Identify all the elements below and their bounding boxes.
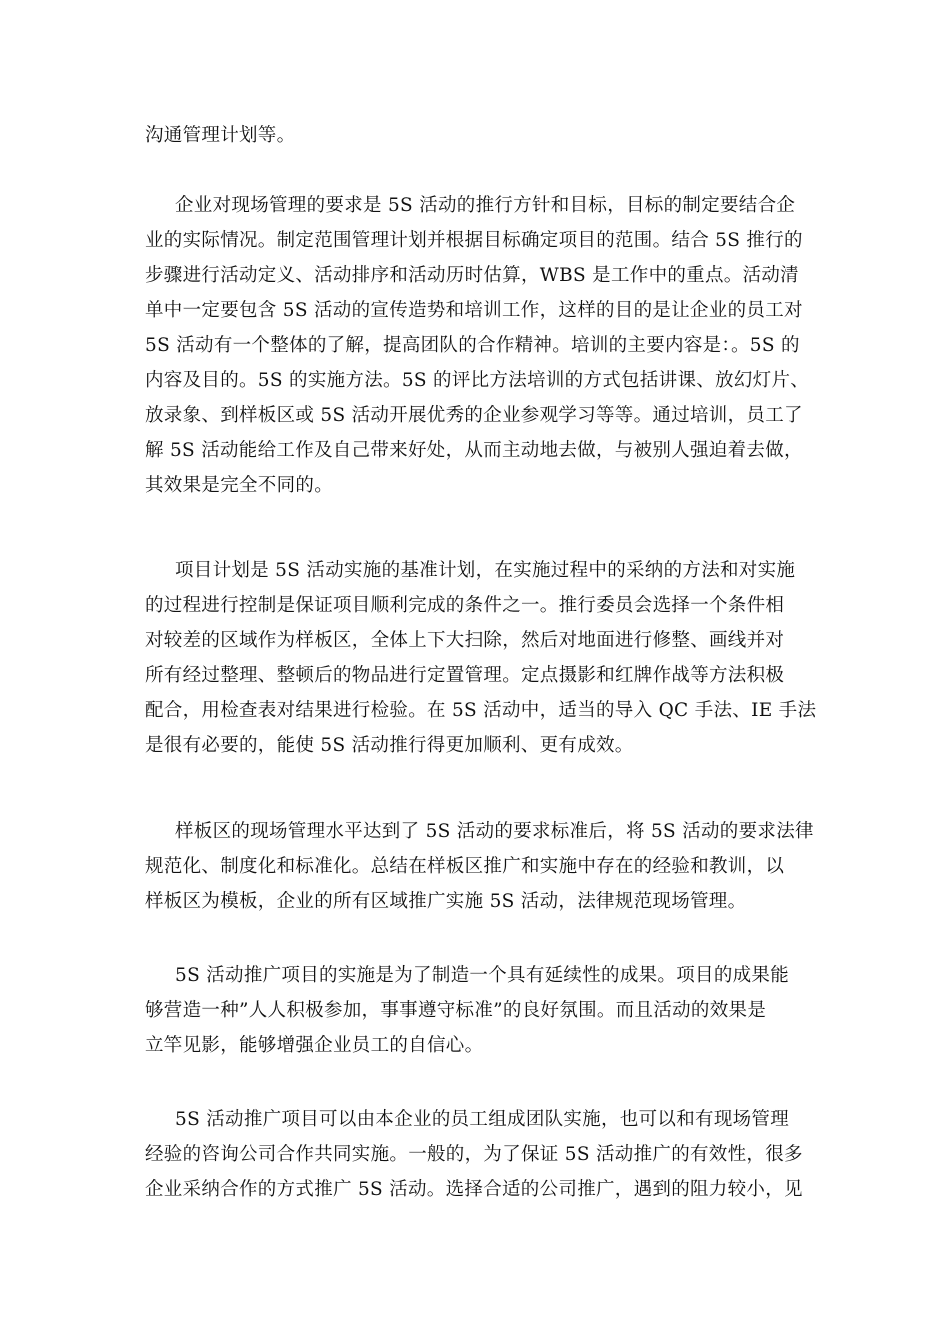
paragraph-1 — [145, 188, 810, 503]
text-line: 步骤进行活动定义、活动排序和活动历时估算，WBS 是工作中的重点。活动清 — [145, 265, 799, 286]
text-line: 立竿见影，能够增强企业员工的自信心。 — [145, 1035, 484, 1056]
text-line: 企业采纳合作的方式推广 5S 活动。选择合适的公司推广，遇到的阻力较小，见 — [145, 1179, 803, 1200]
text-line: 所有经过整理、整顿后的物品进行定置管理。定点摄影和红牌作战等方法积极 — [145, 665, 785, 686]
paragraph-5 — [145, 1102, 810, 1207]
text-line: 沟通管理计划等。 — [145, 125, 296, 146]
text-line: 5S 活动推广项目可以由本企业的员工组成团队实施，也可以和有现场管理 — [175, 1109, 790, 1130]
text-line: 样板区为模板，企业的所有区域推广实施 5S 活动，法律规范现场管理。 — [145, 891, 747, 912]
text-line: 规范化、制度化和标准化。总结在样板区推广和实施中存在的经验和教训，以 — [145, 856, 785, 877]
text-line: 企业对现场管理的要求是 5S 活动的推行方针和目标，目标的制定要结合企 — [175, 195, 796, 216]
text-line: 解 5S 活动能给工作及自己带来好处，从而主动地去做，与被别人强迫着去做， — [145, 440, 803, 461]
paragraph-2 — [145, 553, 817, 763]
text-line: 经验的咨询公司合作共同实施。一般的，为了保证 5S 活动推广的有效性，很多 — [145, 1144, 803, 1165]
text-line: 配合，用检查表对结果进行检验。在 5S 活动中，适当的导入 QC 手法、IE 手法 — [145, 700, 817, 721]
text-line: 够营造一种”人人积极参加，事事遵守标准”的良好氛围。而且活动的效果是 — [145, 1000, 767, 1021]
text-line: 对较差的区域作为样板区，全体上下大扫除，然后对地面进行修整、画线并对 — [145, 630, 785, 651]
text-line: 业的实际情况。制定范围管理计划并根据目标确定项目的范围。结合 5S 推行的 — [145, 230, 803, 251]
text-line: 项目计划是 5S 活动实施的基准计划，在实施过程中的采纳的方法和对实施 — [175, 560, 796, 581]
text-line: 其效果是完全不同的。 — [145, 475, 334, 496]
paragraph-3 — [145, 814, 814, 919]
text-line: 样板区的现场管理水平达到了 5S 活动的要求标准后，将 5S 活动的要求法律 — [175, 821, 814, 842]
text-line: 5S 活动推广项目的实施是为了制造一个具有延续性的成果。项目的成果能 — [175, 965, 790, 986]
text-line: 内容及目的。5S 的实施方法。5S 的评比方法培训的方式包括讲课、放幻灯片、 — [145, 370, 810, 391]
text-line: 放录象、到样板区或 5S 活动开展优秀的企业参观学习等等。通过培训，员工了 — [145, 405, 803, 426]
paragraph-0 — [145, 118, 810, 153]
text-line: 的过程进行控制是保证项目顺利完成的条件之一。推行委员会选择一个条件相 — [145, 595, 785, 616]
text-line: 是很有必要的，能使 5S 活动推行得更加顺利、更有成效。 — [145, 735, 634, 756]
text-line: 单中一定要包含 5S 活动的宣传造势和培训工作，这样的目的是让企业的员工对 — [145, 300, 803, 321]
text-line: 5S 活动有一个整体的了解，提高团队的合作精神。培训的主要内容是：。5S 的 — [145, 335, 800, 356]
paragraph-4 — [145, 958, 810, 1063]
